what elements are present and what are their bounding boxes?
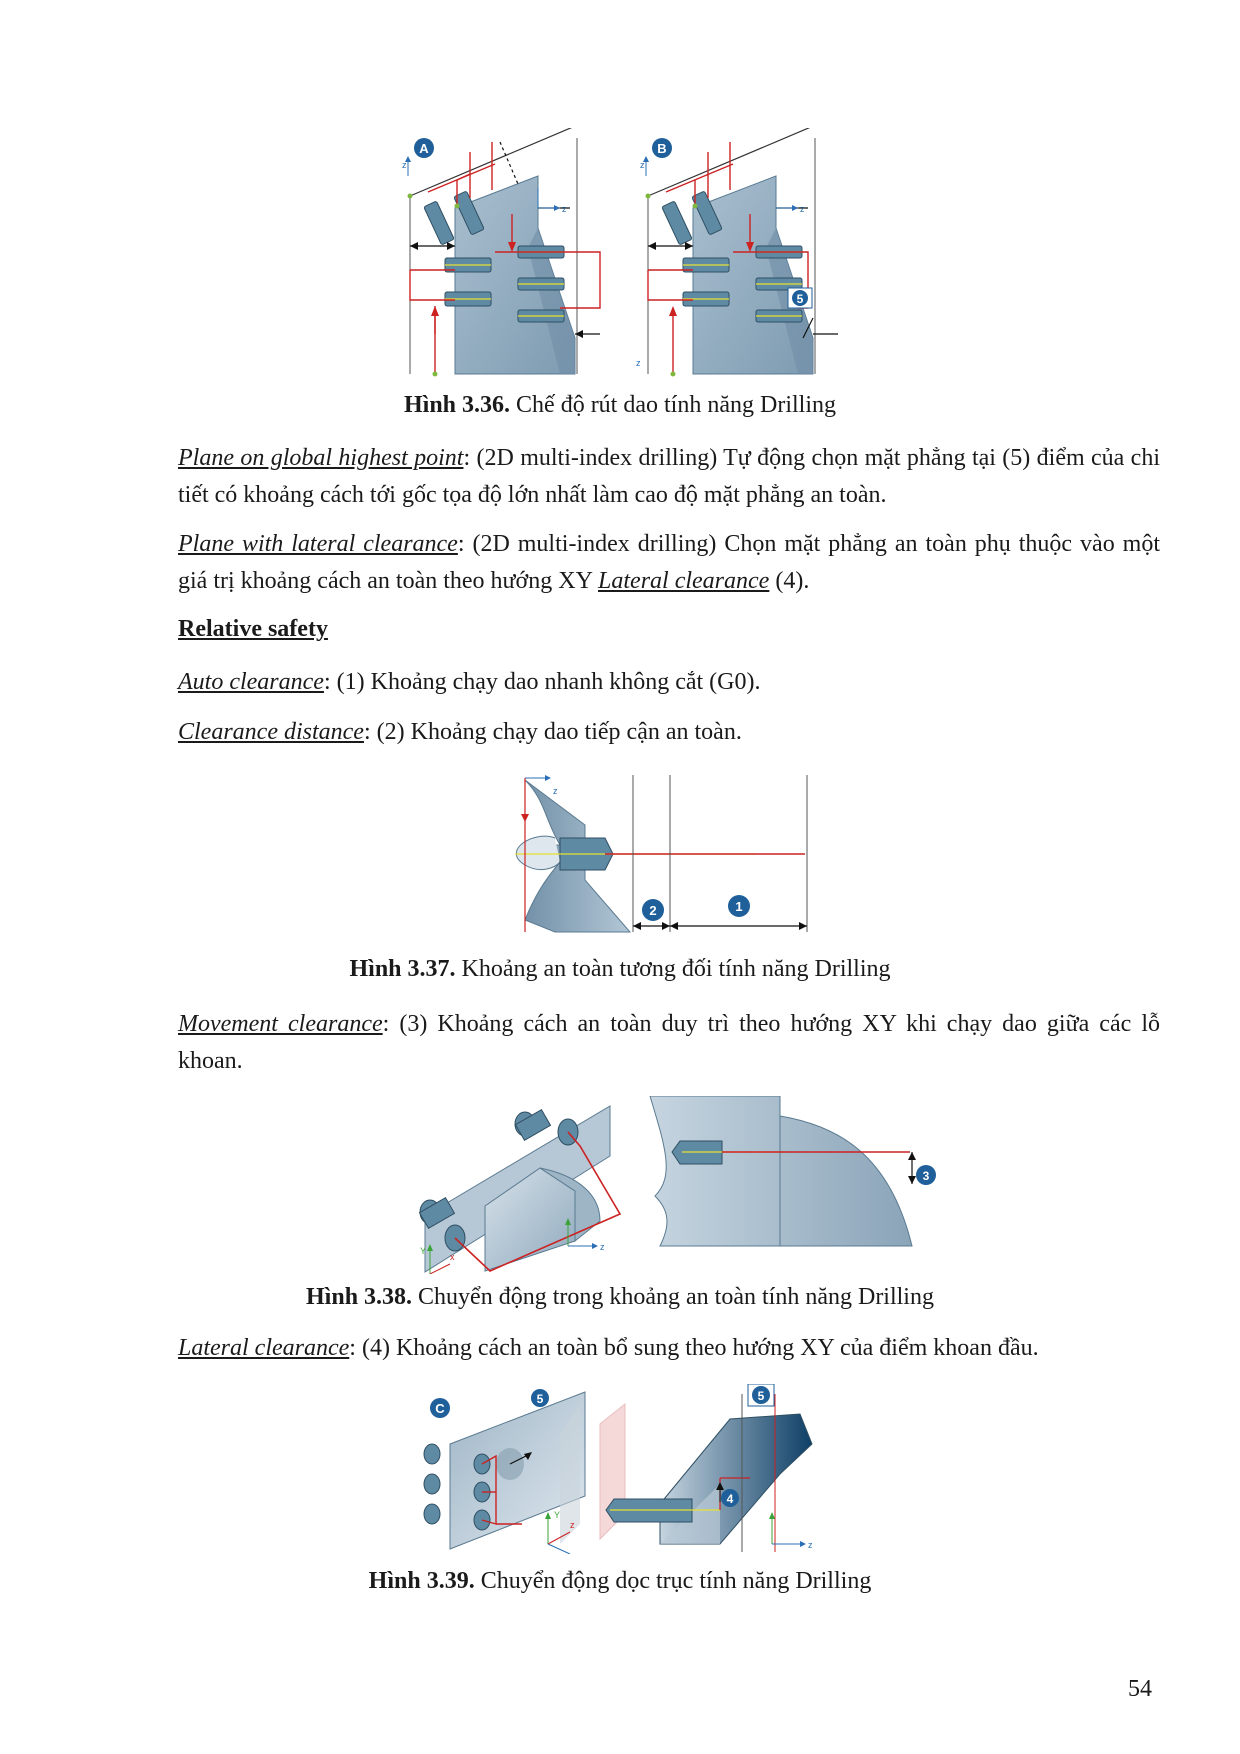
svg-text:5: 5 <box>796 292 804 306</box>
figure-3-39-caption: Hình 3.39. Chuyển động dọc trục tính năng Drilling <box>368 1568 872 1594</box>
para-auto-clearance: Auto clearance: (1) Khoảng chạy dao nhanh không cắt (G0). <box>178 669 761 695</box>
figure-3-38-caption: Hình 3.38. Chuyển động trong khoảng an toàn tính năng Drilling <box>306 1284 934 1310</box>
para-lateral-clearance: Lateral clearance: (4) Khoảng cách an toàn bổ sung theo hướng XY của điểm khoan đầu. <box>178 1335 1039 1361</box>
svg-text:z: z <box>640 160 645 170</box>
term-lateral-clearance-ref: Lateral clearance <box>598 568 770 594</box>
svg-text:A: A <box>419 141 429 156</box>
svg-text:z: z <box>562 204 567 214</box>
svg-text:z: z <box>600 1242 605 1252</box>
svg-text:B: B <box>657 141 667 156</box>
svg-text:2: 2 <box>649 903 657 918</box>
figure-3-37-drawing <box>505 770 825 940</box>
figure-3-36-drawing <box>400 128 920 380</box>
term-plane-lateral: Plane with lateral clearance <box>178 531 458 557</box>
iso-part <box>420 1106 620 1274</box>
term-plane-global: Plane on global highest point <box>178 445 464 471</box>
svg-text:Y: Y <box>420 1246 427 1256</box>
svg-text:z: z <box>570 1520 575 1530</box>
figure-3-36-caption: Hình 3.36. Chế độ rút dao tính năng Drilling <box>404 392 836 418</box>
svg-text:4: 4 <box>726 1492 734 1506</box>
svg-text:5: 5 <box>536 1392 544 1406</box>
svg-text:z: z <box>553 786 558 796</box>
para-clearance-distance: Clearance distance: (2) Khoảng chạy dao tiếp cận an toàn. <box>178 719 742 745</box>
svg-text:Y: Y <box>554 1510 561 1520</box>
svg-text:z: z <box>402 160 407 170</box>
figure-3-39-drawing <box>420 1384 920 1554</box>
panel-a <box>402 128 600 377</box>
svg-text:z: z <box>808 1540 813 1550</box>
figure-3-38-drawing <box>400 1096 940 1274</box>
para-plane-lateral-clearance: Plane with lateral clearance: (2D multi-index drilling) Chọn mặt phẳng an toàn phụ thuộc vào một giá trị khoảng cách an toàn theo hướng XY Lateral clearance (4). <box>178 531 1161 594</box>
svg-text:5: 5 <box>757 1389 765 1403</box>
svg-text:C: C <box>435 1401 445 1416</box>
svg-text:z: z <box>636 358 641 368</box>
svg-text:3: 3 <box>922 1169 930 1183</box>
figure-3-37-caption: Hình 3.37. Khoảng an toàn tương đối tính năng Drilling <box>349 956 891 982</box>
svg-text:z: z <box>800 204 805 214</box>
page-number: 54 <box>1128 1676 1152 1702</box>
panel-b <box>636 128 838 377</box>
section-part <box>565 1096 936 1252</box>
para-plane-global-highest-point: Plane on global highest point: (2D multi-index drilling) Tự động chọn mặt phẳng tại (5) điểm của chi tiết có khoảng cách tới gốc tọa độ lớn nhất làm cao độ mặt phẳng an toàn. <box>178 445 1161 508</box>
para-movement-clearance: Movement clearance: (3) Khoảng cách an toàn duy trì theo hướng XY khi chạy dao giữa các lỗ khoan. <box>178 1011 1160 1074</box>
svg-text:x: x <box>450 1252 455 1262</box>
svg-text:1: 1 <box>735 899 743 914</box>
heading-relative-safety: Relative safety <box>178 616 328 642</box>
